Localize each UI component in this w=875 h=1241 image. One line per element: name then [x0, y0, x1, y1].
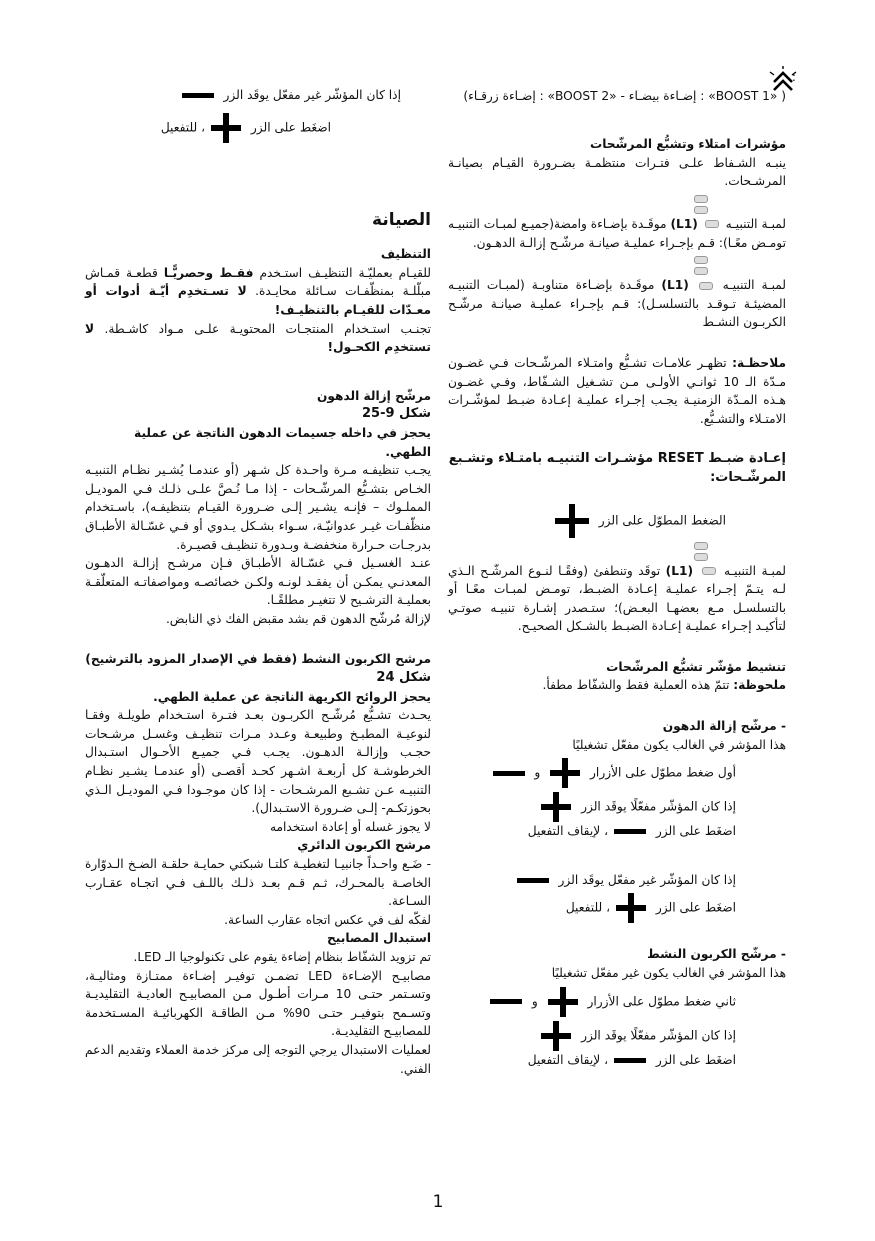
carbon-indicator-title: - مرشّح الكربون النشط — [647, 947, 786, 962]
grease-enabled: إذا كان المؤشّر مفعّلًا يوقَد الزر — [448, 792, 786, 822]
plus-button-icon — [616, 893, 646, 923]
led-indicator-icon — [448, 195, 786, 215]
activate-note: ملحوظة: تتمّ هذه العملية فقط والشفّاط مطفأ. — [542, 678, 786, 693]
round-paragraph-1: - ضَـع واحـداً جانبيـا لتغطيـة كلتـا شبكتي حمايـة حلقـة الضـخ الـدوّارة الخاصـة بالمحـرك، ثـم قـم بعـد ذلـك باللـف فـي اتجـاه عقـارب السـاعة. — [85, 857, 431, 909]
lamps-paragraph-1: تم تزويد الشفّاط بنظام إضاءة يقوم على تكنولوجيا الـ LED. — [133, 949, 431, 964]
led-icon — [705, 220, 719, 228]
lamps-title: استبدال المصابيح — [327, 931, 431, 946]
led2-label: L1 — [666, 278, 684, 293]
led-indicator-icon — [448, 542, 786, 562]
plus-button-icon — [541, 792, 571, 822]
lamps-paragraph-2: مصابيـح الإضـاءة LED تضمـن توفيـر إضـاءة ممتـازة ومثاليـة، وتسـتمر حتـى 10 مـرات أطـول مـن المصابيـح العاديـة التقليديـة وتسـمح بتوفيـر حتـى 90% مـن الطاقـة الكهربائيـة المسـتخدمة للمصابيـح التقليديـة. — [85, 968, 431, 1039]
led-icon — [699, 282, 713, 290]
note-paragraph: ملاحظـة: تظهـر علامـات تشـبُّع وامتـلاء المرشّـحات فـي غضـون مـدّة الـ 10 ثوانـي الأولـى مـن تشـغيل الشـفّاط، وفـي غضـون هـذه المـدّة الزمنيـة يجـب إجـراء عمليـة إعـادة ضبـط لمؤشّـرات الامتـلاء والتشـبُّع. — [448, 355, 786, 426]
plus-button-icon — [555, 504, 589, 538]
grease-disabled: إذا كان المؤشّر غير مفعّل يوقَد الزر — [448, 871, 786, 890]
activate-title: تنشيط مؤشّر تشبُّع المرشّحات — [606, 659, 786, 674]
cleaning-title: التنظيف — [380, 247, 431, 262]
carbon-subtitle: يحجز الروائح الكريهة الناتجة عن عملية الطهي. — [153, 689, 431, 704]
plus-button-icon — [541, 1021, 571, 1051]
carbon-default: هذا المؤشر في الغالب يكون غير مفعّل تشغيليًا — [551, 966, 786, 981]
grease-paragraph-2: عنـد الغسـيل فـي غسّـالة الأطبـاق فـإن مرشـح إزالـة الدهـون المعدنـي يمكـن أن يفقـد لونـه ولكـن خصائصـه ومواصفاتـه المتعلّقـة بعمليـة الترشـيح لا تتغيـر مطلقًـا. — [85, 556, 431, 608]
carbon-enabled: إذا كان المؤشّر مفعّلًا يوقَد الزر — [448, 1021, 786, 1051]
carbon-step1: ثاني ضغط مطوّل على الأزرار و — [448, 987, 786, 1017]
grease-figure-ref: شكل 9-25 — [361, 406, 431, 422]
grease-paragraph-3: لإزالة مُرشّح الدهون قم بشد مقبض الفك ذي النابض. — [165, 611, 431, 626]
cleaning-paragraph: للقيـام بعمليّـة التنظيـف استـخدم فقـط وحصريًّـا قطعـة قمـاش مبلّلـة بمنظّفـات سـائلة محايـدة. لا تسـتخدِم أيّـة أدوات أو معـدّات للقيـام بالتنظيـف! — [85, 265, 432, 317]
minus-button-icon — [182, 93, 214, 98]
minus-button-icon — [490, 999, 522, 1004]
grease-disable: اضغَط على الزر ، لإيقاف التفعيل — [527, 824, 736, 839]
round-filter-title: مرشح الكربون الدائري — [297, 838, 431, 853]
grease-subtitle: يحجز في داخله جسيمات الدهون الناتجة عن عملية الطهي. — [134, 425, 431, 459]
led-icon — [702, 567, 716, 575]
grease-paragraph-1: يجـب تنظيفـه مـرة واحـدة كل شـهر (أو عندمـا يُشـير نظـام التنبيـه الخـاص بتشـبُّع المرشّـحات - إذا مـا نُـصَّ علـى ذلـك فـي الموديـل المملـوك – فإنـه يشـير إلـى ضـرورة القيـام بتنظيفـه)، باسـتخدام منظّفـات غيـر عدوانيّـة، سـواء بشـكل يـدوي أو فـي غسّـالة الأطبـاق بدرجـات حـرارة منخفضـة وبـدورة تنظيـف قصيـرة. — [85, 463, 431, 552]
carbon-paragraph-2: لا يجوز غسله أو إعادة استخدامه — [269, 819, 431, 834]
led2-paragraph: لمبـة التنبيـه (L1) موقَـدة بإضـاءة متناوبـة (لمبـات التنبيـه المضيئـة تـوقـد بالتسلسـل): قـم بإجـراء عمليـة صيانـة مرشّـح الكربـون النشـط — [448, 278, 787, 330]
saturation-title: مؤشرات امتلاء وتشبُّع المرشّحات — [589, 137, 786, 152]
minus-button-icon — [614, 1058, 646, 1063]
carbon-disabled: إذا كان المؤشّر غير مفعّل يوقَد الزر — [85, 86, 431, 105]
reset-title: إعـادة ضبـط RESET مؤشـرات التنبيـه بامتـلاء وتشـبع المرشّـحات: — [448, 451, 786, 485]
grease-indicator-title: - مرشّح إزالة الدهون — [662, 719, 786, 734]
plus-button-icon — [211, 113, 241, 143]
plus-button-icon — [548, 987, 578, 1017]
minus-button-icon — [493, 771, 525, 776]
led1-paragraph: لمبـة التنبيـه (L1) موقَـدة بإضـاءة وامضة(جميـع لمبـات التنبيـه تومـض معًـا): قـم بإجـراء عمليـة صيانـة مرشّـح إزالـة الدهـون. — [448, 216, 787, 250]
maintenance-title: الصيانة — [372, 209, 431, 230]
boost-description: ( «1 BOOST» : إضـاءة بيضـاء - «2 BOOST» : إضـاءة زرقـاء) — [463, 88, 786, 103]
saturation-description: ينبـه الشـفاط علـى فتـرات منتظمـة بضـرورة القيـام بصيانـة المرشـحات. — [448, 155, 786, 189]
grease-default: هذا المؤشر في الغالب يكون مفعّل تشغيليًا — [572, 737, 786, 752]
reset-press: الضغط المطوّل على الزر — [448, 504, 786, 538]
minus-button-icon — [517, 878, 549, 883]
right-column — [448, 68, 796, 1069]
cleaning-paragraph-2: تجنـب استـخدام المنتجـات المحتويـة علـى مـواد كاشـطة. لا تستخدِم الكحـول! — [85, 321, 431, 355]
grease-enable: اضغَط على الزر ، للتفعيل — [448, 893, 786, 923]
carbon-filter-title: مرشح الكربون النشط (فقط في الإصدار المزود بالترشيح) — [85, 652, 431, 667]
lamps-paragraph-3: لعمليات الاستبدال يرجي التوجه إلى مركز خدمة العملاء وتقديم الدعم الفني. — [85, 1042, 431, 1076]
carbon-figure-ref: شكل 24 — [376, 670, 431, 686]
grease-filter-title: مرشّح إزالة الدهون — [316, 388, 431, 403]
grease-step1: أول ضغط مطوّل على الأزرار و — [448, 758, 786, 788]
reset-led-paragraph: لمبـة التنبيـه (L1) توقَد وتنطفئ (وفقًـا لنـوع المرشّـح الـذي لـه يتـمّ إجـراء عمليـة إعـادة الضبـط، تومـض لمبـات معًـا أو بالتسلسـل مـع بعضهـا البعـض)؛ ستـصدر إشـارة تنبيـه صوتـي لتأكيـد إجـراء عمليـة إعـادة الضبـط بالشـكل الصحيـح. — [448, 563, 786, 634]
plus-button-icon — [550, 758, 580, 788]
carbon-paragraph-1: يحـدث تشـبُّع مُرشّـح الكربـون بعـد فتـرة استـخدام طويلـة وفقـا لنوعيـة المطبـخ وطبيعـة وعـدد مـرات تنظيـف وغسـل مرشـحات حجـب وإزالـة الدهـون. يجـب فـي جميـع الأحـوال استـبدال الخرطوشـة كل أربعـة اشـهر كحـد أقصـى (أو عندمـا يشـير نظـام التنبيـه عـن تشـبع المرشـحات - إذا كان موجـودا فـي الموديـل الـذي بحوزتكـم- إلـى ضـرورة الاستـبدال). — [85, 708, 431, 816]
led1-label: L1 — [676, 216, 693, 231]
left-column — [85, 86, 431, 1078]
carbon-disable: اضغَط على الزر ، لإيقاف التفعيل — [527, 1052, 736, 1067]
minus-button-icon — [614, 829, 646, 834]
colon-mark: : — [791, 70, 796, 84]
led-indicator-icon — [448, 256, 786, 276]
carbon-enable: اضغَط على الزر ، للتفعيل — [85, 113, 431, 143]
page-number: 1 — [432, 1192, 444, 1212]
round-paragraph-2: لفكّه لف في عكس اتجاه عقارب الساعة. — [224, 912, 431, 927]
